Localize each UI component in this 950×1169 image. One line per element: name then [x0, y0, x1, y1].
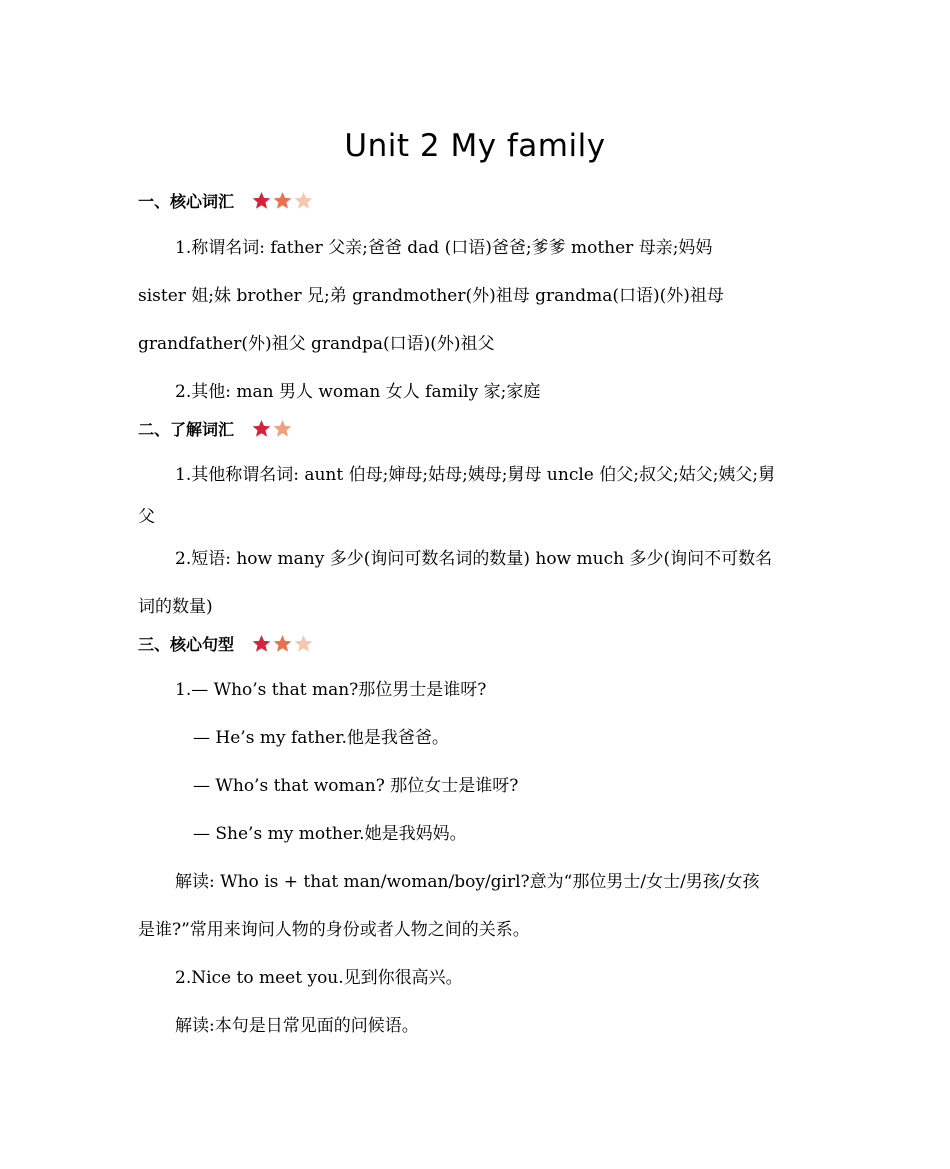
star-icon — [252, 191, 271, 210]
text-line: 2.短语: how many 多少(询问可数名词的数量) how much 多少(询问不可数名 — [175, 549, 773, 569]
page-title: Unit 2 My family — [344, 128, 606, 164]
text-line: 是谁?”常用来询问人物的身份或者人物之间的关系。 — [138, 920, 530, 940]
star-icon — [252, 634, 271, 653]
text-line: 解读:本句是日常见面的问候语。 — [175, 1016, 419, 1036]
text-line: 1.其他称谓名词: aunt 伯母;婶母;姑母;姨母;舅母 uncle 伯父;叔父;姑父;姨父;舅 — [175, 465, 776, 485]
text-line: — Who’s that woman? 那位女士是谁呀? — [193, 776, 519, 796]
star-icon — [273, 419, 292, 438]
section-heading-text: 三、核心句型 — [138, 635, 235, 654]
text-line: 1.称谓名词: father 父亲;爸爸 dad (口语)爸爸;爹爹 mother 母亲;妈妈 — [175, 238, 713, 258]
text-line: sister 姐;妹 brother 兄;弟 grandmother(外)祖母 grandma(口语)(外)祖母 — [138, 286, 724, 306]
text-line: — He’s my father.他是我爸爸。 — [193, 728, 449, 748]
text-line: 2.Nice to meet you.见到你很高兴。 — [175, 968, 463, 988]
text-line: 词的数量) — [138, 597, 213, 617]
section-heading-core-sentences — [138, 632, 828, 655]
star-icon — [273, 634, 292, 653]
section-heading-text: 一、核心词汇 — [138, 192, 235, 211]
section-heading-text: 二、了解词汇 — [138, 420, 235, 439]
text-line: 2.其他: man 男人 woman 女人 family 家;家庭 — [175, 382, 541, 402]
text-line: — She’s my mother.她是我妈妈。 — [193, 824, 467, 844]
difficulty-stars — [252, 419, 294, 438]
star-icon — [273, 191, 292, 210]
star-icon — [294, 191, 313, 210]
star-icon — [294, 634, 313, 653]
section-heading-core-vocabulary — [138, 189, 828, 212]
text-line: 父 — [138, 507, 155, 527]
star-icon — [252, 419, 271, 438]
difficulty-stars — [252, 191, 315, 210]
text-line: 1.— Who’s that man?那位男士是谁呀? — [175, 680, 487, 700]
section-heading-extended-vocabulary — [138, 417, 828, 440]
text-line: 解读: Who is + that man/woman/boy/girl?意为“那位男士/女士/男孩/女孩 — [175, 872, 760, 892]
text-line: grandfather(外)祖父 grandpa(口语)(外)祖父 — [138, 334, 495, 354]
difficulty-stars — [252, 634, 315, 653]
